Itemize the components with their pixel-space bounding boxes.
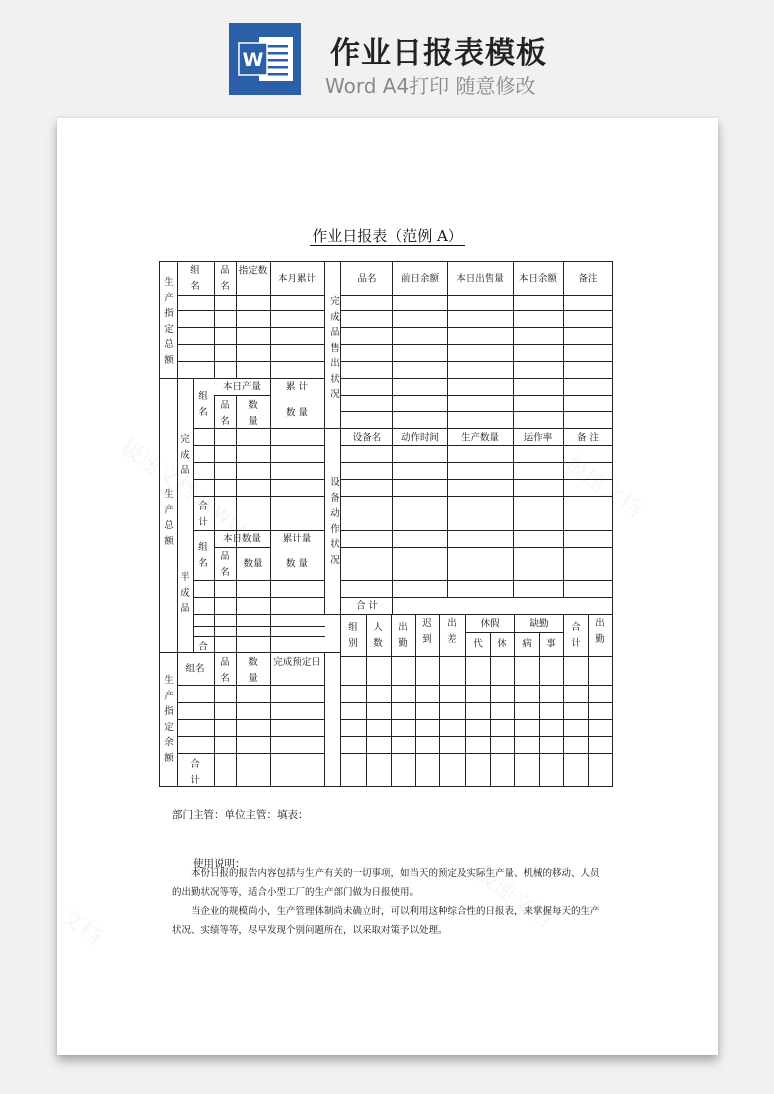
semi-col-item: 品名 — [220, 551, 230, 578]
equip-total-label: 合 计 — [355, 600, 379, 612]
finished-col-item: 品名 — [220, 400, 230, 427]
att-col-people: 人数 — [373, 622, 383, 649]
usage-heading: 使用说明： — [193, 858, 246, 870]
att-col-late: 迟到 — [422, 618, 432, 645]
att-col-absent: 缺勤 — [529, 618, 549, 630]
finished-col-today: 本日产量 — [222, 381, 262, 393]
finished-col-qty2: 数 量 — [285, 407, 309, 419]
section-label-sales: 完成品售出状况 — [330, 296, 340, 400]
att-col-leave: 休假 — [480, 618, 500, 630]
sales-col-prev: 前日余额 — [400, 273, 440, 285]
equip-col-rate: 运作率 — [523, 432, 553, 444]
semi-col-today: 本日数量 — [222, 533, 262, 545]
finished-col-qty: 数量 — [248, 400, 258, 427]
template-title: 作业日报表模板 — [330, 36, 547, 71]
att-col-leave-sub2: 休 — [497, 638, 507, 650]
balance-col-due: 完成预定日 — [273, 657, 321, 668]
col-group-name: 组名 — [190, 265, 200, 292]
word-icon — [229, 23, 301, 95]
col-designated: 指定数 — [238, 265, 268, 277]
equip-col-time: 动作时间 — [400, 432, 440, 444]
att-col-attend: 出勤 — [595, 618, 605, 645]
semi-col-qty: 数量 — [243, 558, 263, 570]
balance-col-qty: 数量 — [248, 657, 258, 684]
col-item-name: 品名 — [220, 265, 230, 292]
section-label-equipment: 设备动作状况 — [330, 477, 340, 566]
att-col-present: 出勤 — [398, 622, 408, 649]
sales-col-item: 品名 — [357, 273, 377, 285]
sales-col-sold: 本日出售量 — [456, 273, 504, 285]
sales-col-remark: 备注 — [578, 273, 598, 285]
semi-total-label: 合 — [198, 641, 208, 653]
col-monthly-cum: 本月累计 — [277, 273, 317, 285]
balance-total-label: 合计 — [190, 759, 200, 786]
usage-paragraph-1: 本份日报的报告内容包括与生产有关的一切事项，如当天的预定及实际生产量、机械的移动、人员的出勤状况等等，适合小型工厂的生产部门做为日报使用。 — [172, 868, 600, 898]
document-title: 作业日报表（范例 A） — [312, 227, 463, 245]
semi-col-group: 组名 — [198, 542, 208, 569]
finished-goods-label: 完成品 — [180, 434, 190, 476]
att-col-group: 组别 — [348, 622, 358, 649]
att-col-absent-sub1: 病 — [522, 638, 532, 650]
signature-line: 部门主管：单位主管：填表： — [172, 809, 309, 821]
balance-col-group: 组名 — [185, 663, 205, 675]
semi-col-cum: 累计量 — [282, 533, 312, 545]
semi-col-qty2: 数 量 — [285, 558, 309, 570]
att-col-absent-sub2: 事 — [546, 638, 556, 650]
section-label-production-total: 生产总额 — [164, 489, 174, 547]
balance-col-item: 品名 — [220, 657, 230, 684]
sales-col-balance: 本日余额 — [518, 273, 558, 285]
equip-col-output: 生产数量 — [460, 432, 500, 444]
equip-col-remark: 备 注 — [576, 432, 600, 444]
semi-goods-label: 半成品 — [180, 572, 190, 614]
att-col-total: 合计 — [571, 622, 581, 649]
template-subtitle: Word A4打印 随意修改 — [325, 74, 536, 98]
finished-col-group: 组名 — [198, 391, 208, 418]
word-icon-letter: W — [242, 49, 264, 71]
usage-paragraph-2: 当企业的规模尚小，生产管理体制尚未确立时，可以利用这种综合性的日报表，来掌握每天的生产状况、实绩等等，尽早发现个别问题所在，以采取对策予以处理。 — [172, 906, 600, 936]
section-label-designated-total: 生产指定总额 — [164, 277, 174, 366]
finished-col-cum: 累 计 — [285, 381, 309, 393]
finished-total-label: 合计 — [198, 501, 208, 528]
att-col-leave-sub1: 代 — [473, 638, 483, 650]
equip-col-name: 设备名 — [352, 432, 382, 444]
section-label-designated-balance: 生产指定余额 — [164, 675, 174, 764]
att-col-trip: 出差 — [447, 618, 457, 645]
